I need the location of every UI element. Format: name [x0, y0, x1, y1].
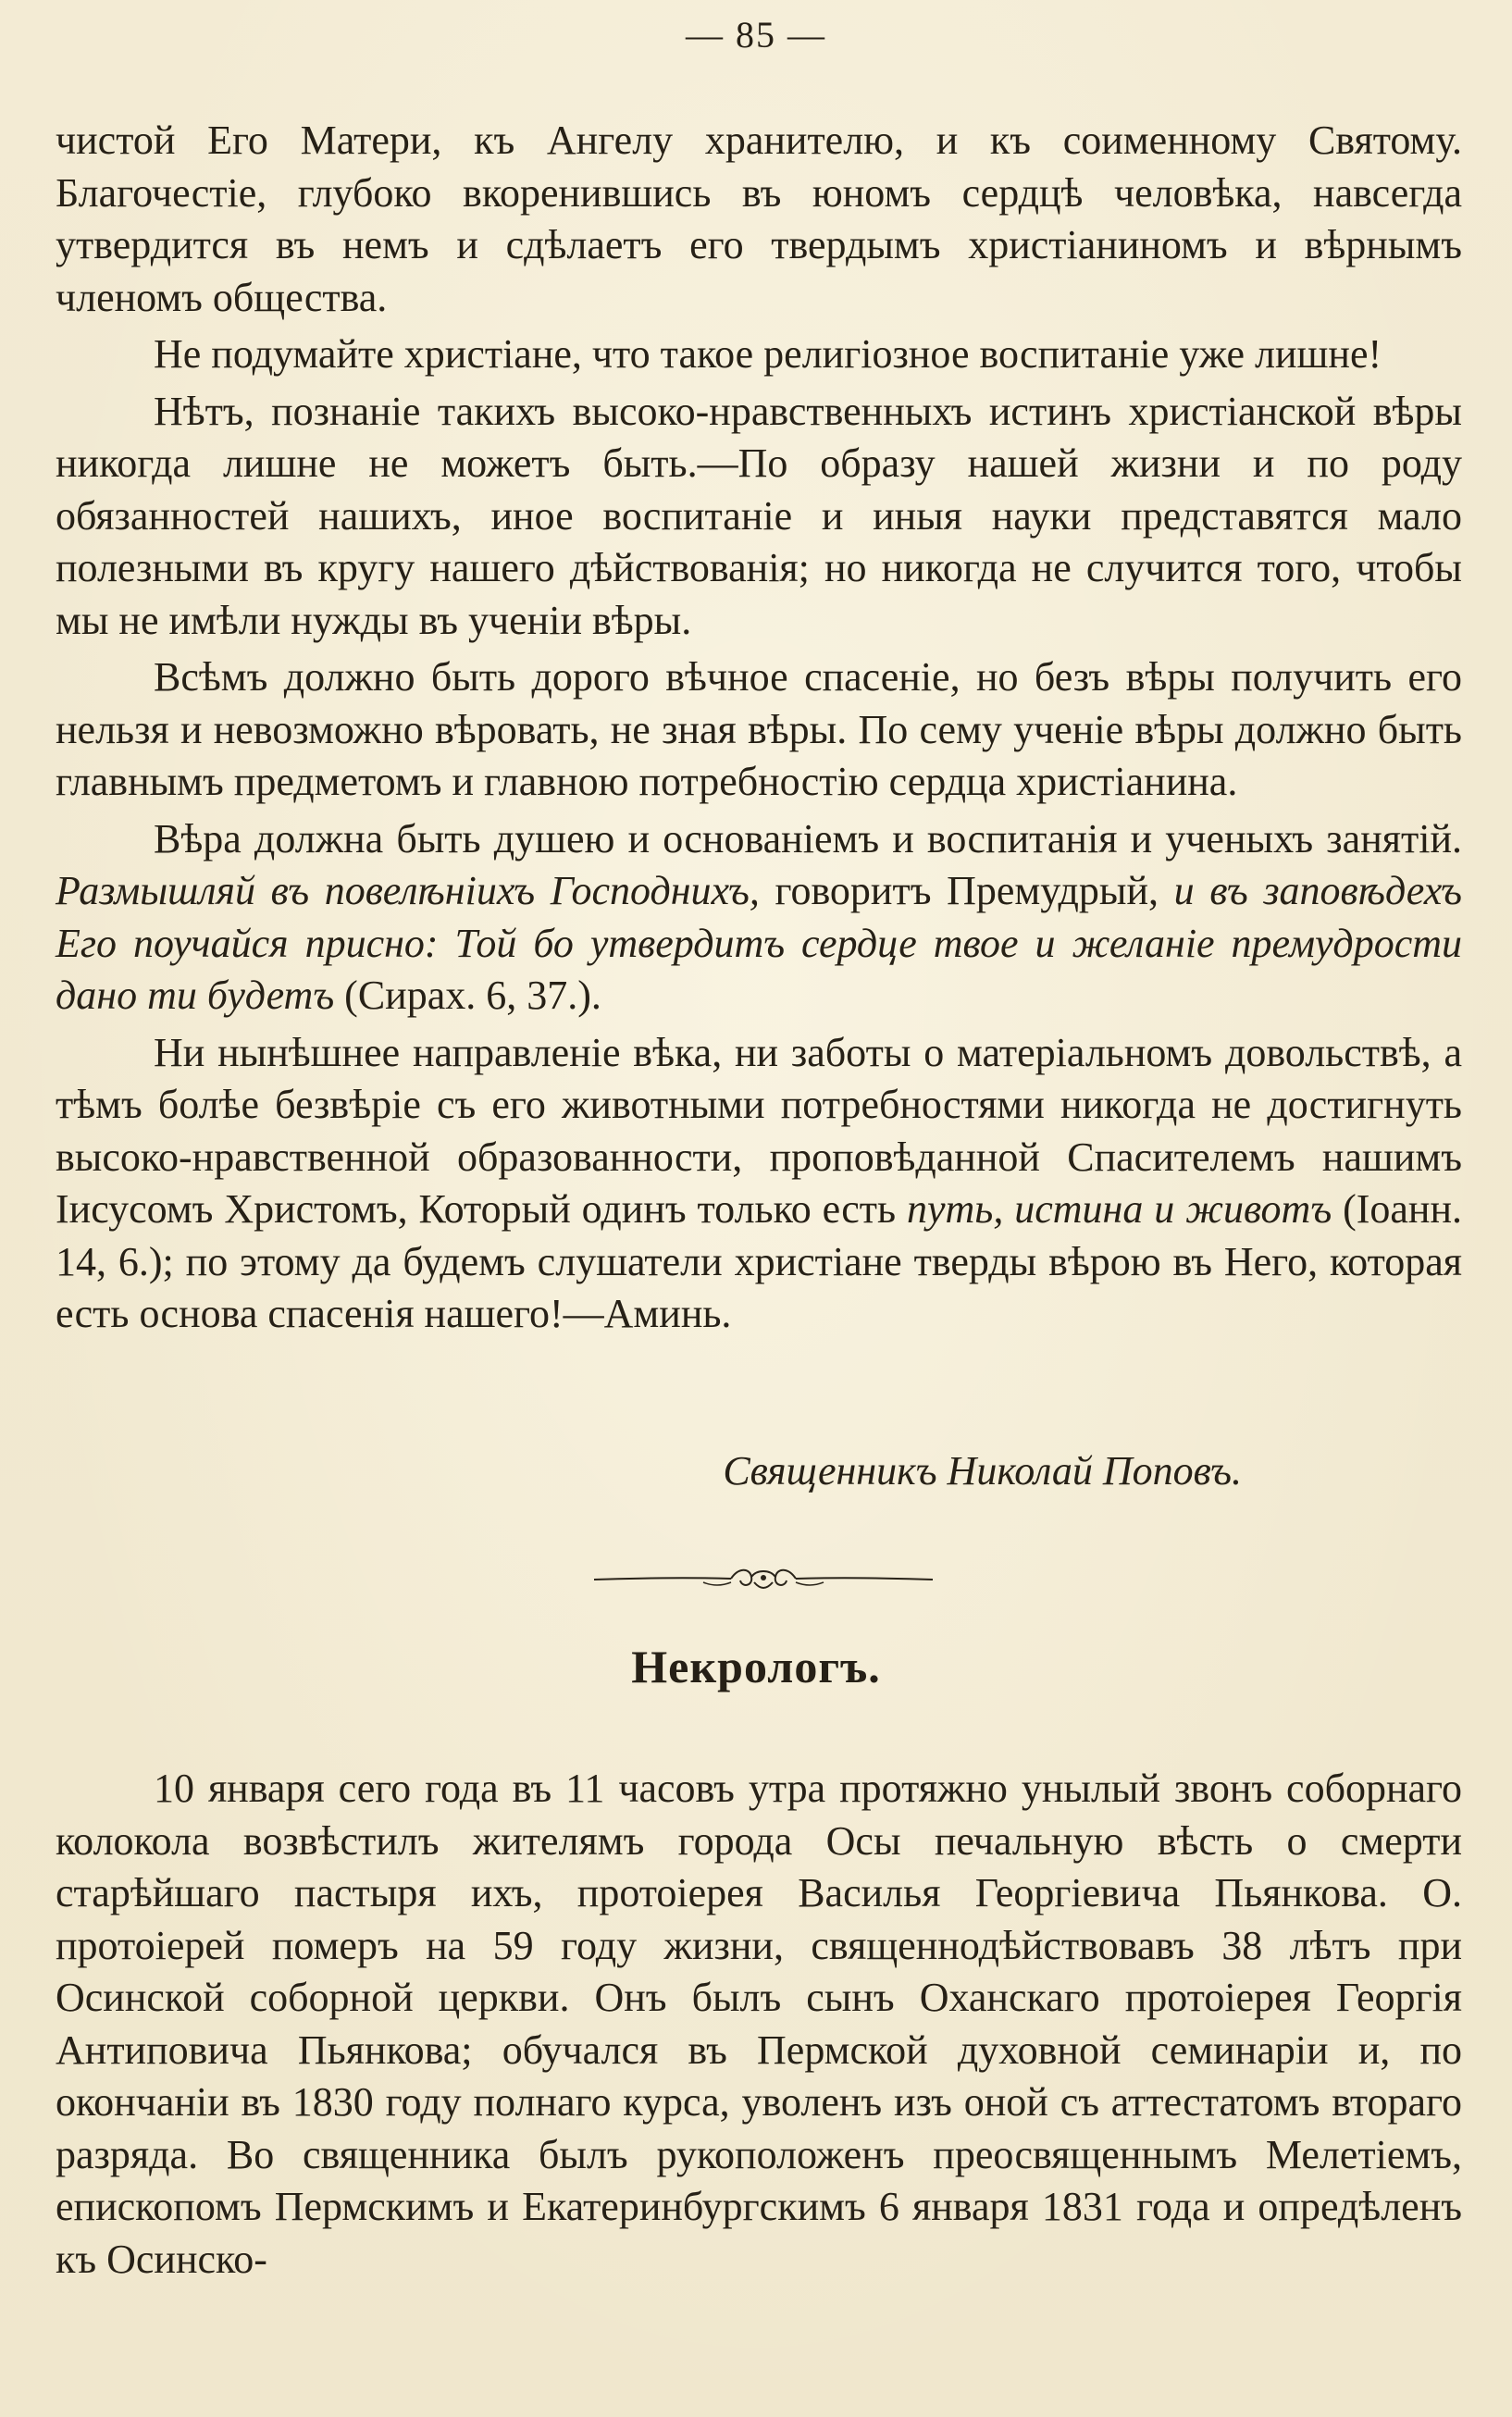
paragraph: Всѣмъ должно быть дорого вѣчное спасеніе, но безъ вѣры получить его нельзя и невозможно вѣровать, не зная вѣры. По сему ученіе вѣры должно быть главнымъ предметомъ и главною потребностію сердца христіанина.: [56, 654, 1462, 804]
text-run: (Іоанн. 14, 6.); по этому да будемъ слушатели христіане тверды вѣрою въ Него, которая есть основа спасенія нашего!—Аминь.: [56, 1186, 1463, 1336]
paragraph: Не подумайте христіане, что такое религіозное воспитаніе уже лишне!: [154, 331, 1382, 377]
scripture-quote: Размышляй въ повелѣніихъ Господнихъ,: [56, 868, 760, 913]
paragraph: [56, 813, 1462, 1023]
section-title: Некрологъ.: [631, 1641, 881, 1692]
obituary-text: [56, 1763, 1462, 2286]
paragraph: 10 января сего года въ 11 часовъ утра протяжно унылый звонъ соборнаго колокола возвѣстилъ жителямъ города Осы печальную вѣсть о смерти старѣйшаго пастыря ихъ, протоіерея Василья Георгіевича Пьянкова. О. протоіерей померъ на 59 году жизни, священнодѣйствовавъ 38 лѣтъ при Осинской соборной церкви. Онъ былъ сынъ Оханскаго протоіерея Георгія Антиповича Пьянкова; обучался въ Пермской духовной семинаріи и, по окончаніи въ 1830 году полнаго курса, уволенъ изъ оной съ аттестатомъ втораго разряда. Во священника былъ рукоположенъ преосвященнымъ Мелетіемъ, епископомъ Пермскимъ и Екатеринбургскимъ 6 января 1831 года и опредѣленъ къ Осинско-: [56, 1766, 1462, 2282]
scripture-reference: (Сирах. 6, 37.).: [344, 973, 601, 1018]
text-run: говоритъ Премудрый,: [775, 868, 1159, 913]
sermon-text: [56, 115, 1462, 1341]
paragraph: [56, 1027, 1462, 1341]
paragraph: Нѣтъ, познаніе такихъ высоко-нравственныхъ истинъ христіанской вѣры никогда лишне не можетъ быть.—По образу нашей жизни и по роду обязанностей нашихъ, иное воспитаніе и иныя науки представятся мало полезными въ кругу нашего дѣйствованія; но никогда не случится того, чтобы мы не имѣли нужды въ ученіи вѣры.: [56, 388, 1462, 643]
ornament-divider: [592, 1562, 935, 1593]
scripture-quote: путь, истина и животъ: [907, 1186, 1332, 1232]
page-number: — 85 —: [686, 14, 826, 56]
paragraph: чистой Его Матери, къ Ангелу хранителю, и къ соименному Святому. Благочестіе, глубоко вкоренившись въ юномъ сердцѣ человѣка, навсегда утвердится въ немъ и сдѣлаетъ его твердымъ христіаниномъ и вѣрнымъ членомъ общества.: [56, 118, 1462, 320]
author-signature: Священникъ Николай Поповъ.: [723, 1448, 1242, 1494]
text-run: Ни нынѣшнее направленіе вѣка, ни заботы о матеріальномъ довольствѣ, а тѣмъ болѣе безвѣріе съ его животными потребностями никогда не достигнуть высоко-нравственной образованности, проповѣданной Спасителемъ нашимъ Іисусомъ Христомъ, Который одинъ только есть: [56, 1029, 1462, 1232]
text-run: Вѣра должна быть душею и основаніемъ и воспитанія и ученыхъ занятій.: [154, 815, 1462, 861]
scripture-quote: и въ заповѣдехъ Его поучайся присно: Той бо утвердитъ сердце твое и желаніе премудрости дано ти будетъ: [56, 868, 1462, 1018]
